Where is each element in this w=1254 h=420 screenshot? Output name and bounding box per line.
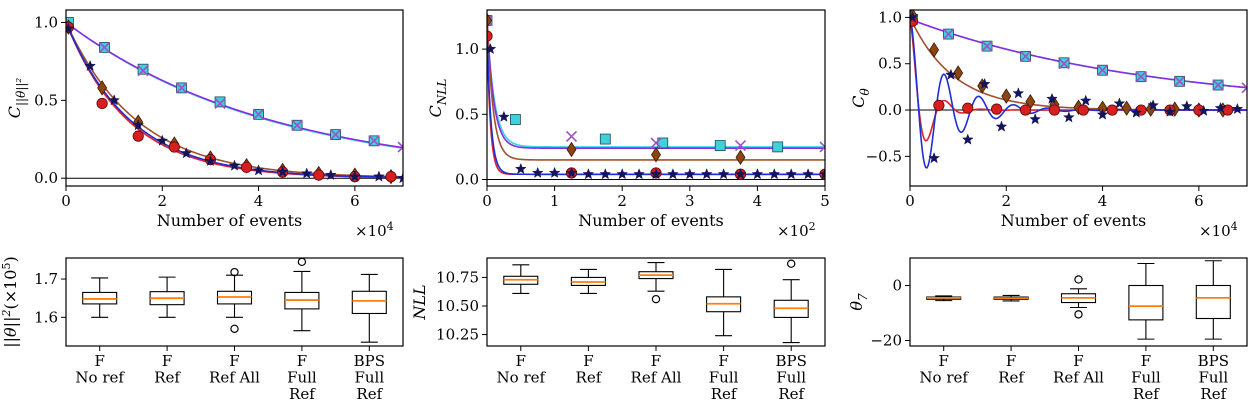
- flier: [1075, 311, 1082, 318]
- point-star: [786, 169, 796, 179]
- flier: [788, 260, 795, 267]
- point-star: [1064, 112, 1074, 122]
- point-diamond: [1122, 101, 1131, 115]
- y-axis-label: $C_{||\theta||^2}$: [5, 77, 28, 119]
- point-square: [215, 97, 225, 107]
- panel-top-right: [849, 8, 1252, 240]
- box-iqr: [1129, 286, 1163, 320]
- box-iqr: [352, 291, 386, 313]
- y-tick-label: 0: [892, 276, 902, 295]
- y-tick-label: −0.5: [865, 147, 902, 166]
- box-5: [774, 260, 808, 342]
- y-tick-label: 0.5: [455, 105, 479, 124]
- point-star: [374, 171, 384, 181]
- category-label: F: [938, 352, 949, 370]
- axis-multiplier: $\times 10^2$: [777, 220, 816, 240]
- category-label: F: [229, 352, 240, 370]
- x-tick-label: 2: [617, 192, 627, 210]
- box-1: [504, 265, 538, 294]
- category-label: Full: [354, 368, 385, 387]
- point-star: [634, 169, 644, 179]
- category-label: Ref: [356, 385, 383, 403]
- point-circle: [314, 170, 324, 180]
- point-cross: [567, 131, 577, 141]
- category-label: F: [650, 352, 662, 370]
- series-line-cyan: [487, 20, 825, 146]
- point-star: [769, 169, 779, 179]
- point-diamond: [736, 150, 745, 164]
- category-label: Ref: [154, 368, 180, 387]
- point-star: [752, 169, 762, 179]
- box-iqr: [1196, 286, 1230, 319]
- panel-bottom-left: [0, 256, 403, 403]
- series-line-purple: [910, 19, 1247, 87]
- category-label: Ref All: [1053, 368, 1104, 387]
- category-label: BPS: [775, 352, 807, 370]
- x-tick-label: 0: [482, 192, 492, 210]
- point-cross: [736, 141, 746, 151]
- x-tick-label: 1: [549, 192, 560, 210]
- point-star: [532, 167, 542, 177]
- category-label: F: [296, 352, 308, 370]
- category-label: F: [515, 352, 527, 370]
- category-label: Full: [1131, 368, 1161, 387]
- x-tick-label: 6: [1194, 192, 1204, 210]
- point-star: [617, 169, 627, 179]
- box-2: [994, 295, 1028, 301]
- box-4: [285, 258, 319, 330]
- flier: [652, 296, 659, 303]
- point-star: [499, 111, 509, 121]
- point-star: [301, 168, 311, 178]
- y-tick-label: 1.6: [34, 308, 58, 327]
- point-square: [510, 115, 520, 125]
- category-label: Ref: [1200, 385, 1227, 403]
- point-star: [516, 164, 526, 174]
- category-label: F: [1073, 352, 1084, 370]
- y-tick-label: 1.7: [34, 270, 58, 289]
- series-line-purple: [487, 19, 825, 148]
- flier: [1075, 276, 1082, 283]
- box-2: [571, 269, 605, 293]
- flier: [298, 258, 305, 265]
- box-3: [639, 263, 673, 303]
- panel-top-left: [5, 10, 408, 240]
- category-label: F: [1140, 352, 1152, 370]
- point-star: [963, 134, 973, 144]
- point-circle: [133, 131, 143, 141]
- series-line-cyan: [910, 19, 1247, 87]
- y-tick-label: 0.5: [34, 91, 58, 110]
- x-tick-label: 3: [685, 192, 695, 210]
- point-circle: [241, 162, 251, 172]
- point-star: [1080, 95, 1090, 105]
- y-tick-label: 1.0: [455, 40, 479, 59]
- point-diamond: [930, 43, 939, 57]
- box-2: [150, 277, 184, 317]
- box-3: [218, 269, 252, 333]
- category-label: Full: [287, 368, 317, 387]
- y-axis-label: $||\theta||^2(\times 10^5)$: [0, 256, 20, 348]
- category-label: Full: [1198, 368, 1229, 387]
- y-axis-label: $\theta_7$: [847, 293, 870, 311]
- point-star: [668, 169, 678, 179]
- point-star: [1030, 114, 1040, 124]
- x-tick-label: 4: [253, 192, 264, 210]
- point-star: [600, 169, 610, 179]
- axis-multiplier: $\times 10^4$: [1199, 220, 1238, 240]
- y-tick-label: 10.75: [436, 268, 479, 287]
- point-circle: [991, 104, 1001, 114]
- panel-bottom-mid: [410, 258, 825, 403]
- point-circle: [1020, 105, 1030, 115]
- y-tick-label: −20: [870, 331, 902, 350]
- series-line-brown: [910, 17, 1247, 110]
- category-label: Full: [708, 368, 739, 387]
- box-3: [1062, 276, 1096, 318]
- series-line-cyan: [66, 22, 403, 148]
- x-tick-label: 2: [1001, 192, 1012, 210]
- category-label: Ref: [710, 385, 737, 403]
- point-square: [715, 141, 725, 151]
- point-star: [803, 169, 813, 179]
- box-4: [707, 269, 741, 335]
- point-circle: [386, 171, 396, 181]
- box-1: [927, 296, 961, 301]
- y-axis-label: NLL: [410, 284, 429, 320]
- series-line-purple: [66, 22, 403, 147]
- point-star: [718, 169, 728, 179]
- point-square: [138, 64, 148, 74]
- category-label: Ref: [289, 385, 315, 403]
- category-label: No ref: [75, 368, 124, 387]
- x-tick-label: 4: [752, 192, 763, 210]
- category-label: F: [94, 352, 105, 370]
- point-star: [157, 135, 167, 145]
- box-1: [83, 278, 117, 317]
- x-tick-label: 5: [820, 192, 830, 210]
- point-circle: [1107, 105, 1117, 115]
- x-tick-label: 6: [350, 192, 360, 210]
- point-star: [1232, 104, 1242, 114]
- category-label: No ref: [919, 368, 968, 387]
- point-star: [996, 121, 1006, 131]
- x-axis-label: Number of events: [1000, 211, 1147, 230]
- point-circle: [169, 142, 179, 152]
- point-star: [701, 169, 711, 179]
- category-label: Ref All: [209, 368, 260, 387]
- y-tick-label: 1.0: [34, 13, 58, 32]
- category-label: Full: [776, 368, 807, 387]
- series-line-blue: [910, 17, 1247, 168]
- x-tick-label: 0: [61, 192, 71, 210]
- box-4: [1129, 264, 1163, 340]
- point-diamond: [567, 142, 576, 156]
- point-star: [1013, 88, 1023, 98]
- category-label: No ref: [496, 368, 546, 387]
- category-label: Ref: [778, 385, 805, 403]
- category-label: Ref: [575, 368, 602, 387]
- x-tick-label: 2: [157, 192, 168, 210]
- point-circle: [934, 100, 944, 110]
- plot-area: [907, 9, 1252, 168]
- category-label: F: [583, 352, 594, 370]
- point-square: [600, 134, 610, 144]
- panel-bottom-right: [847, 258, 1247, 403]
- x-tick-label: 0: [905, 192, 915, 210]
- category-label: Ref All: [630, 368, 682, 387]
- y-tick-label: 10.25: [436, 325, 479, 344]
- category-label: F: [1005, 352, 1017, 370]
- category-label: BPS: [1197, 352, 1230, 370]
- category-label: Ref: [998, 368, 1024, 387]
- panel-top-mid: [426, 10, 830, 240]
- y-tick-label: 10.50: [436, 297, 479, 315]
- category-label: F: [718, 352, 729, 370]
- y-tick-label: 0.0: [878, 101, 902, 120]
- category-label: Ref: [1133, 385, 1159, 403]
- y-axis-label: $C_{NLL}$: [426, 78, 449, 118]
- category-label: BPS: [353, 352, 386, 370]
- point-circle: [1078, 105, 1088, 115]
- axis-multiplier: $\times 10^4$: [355, 220, 394, 240]
- flier: [231, 325, 238, 332]
- plot-area: [482, 13, 830, 179]
- point-star: [549, 167, 559, 177]
- x-axis-label: Number of events: [156, 211, 303, 230]
- plot-area: [63, 17, 408, 183]
- y-tick-label: 1.0: [878, 8, 902, 27]
- point-star: [685, 169, 695, 179]
- category-label: F: [161, 352, 173, 370]
- y-tick-label: 0.0: [455, 170, 479, 189]
- y-axis-label: $C_\theta$: [849, 88, 872, 108]
- x-axis-label: Number of events: [578, 211, 724, 230]
- x-tick-label: 4: [1097, 192, 1108, 210]
- point-circle: [97, 98, 107, 108]
- series-line-brown: [487, 19, 825, 160]
- point-circle: [1049, 105, 1059, 115]
- point-circle: [963, 103, 973, 113]
- box-5: [1196, 261, 1230, 339]
- point-star: [583, 169, 593, 179]
- y-tick-label: 0.0: [34, 169, 58, 188]
- point-square: [773, 142, 783, 152]
- y-tick-label: 0.5: [878, 54, 902, 73]
- box-5: [352, 274, 386, 342]
